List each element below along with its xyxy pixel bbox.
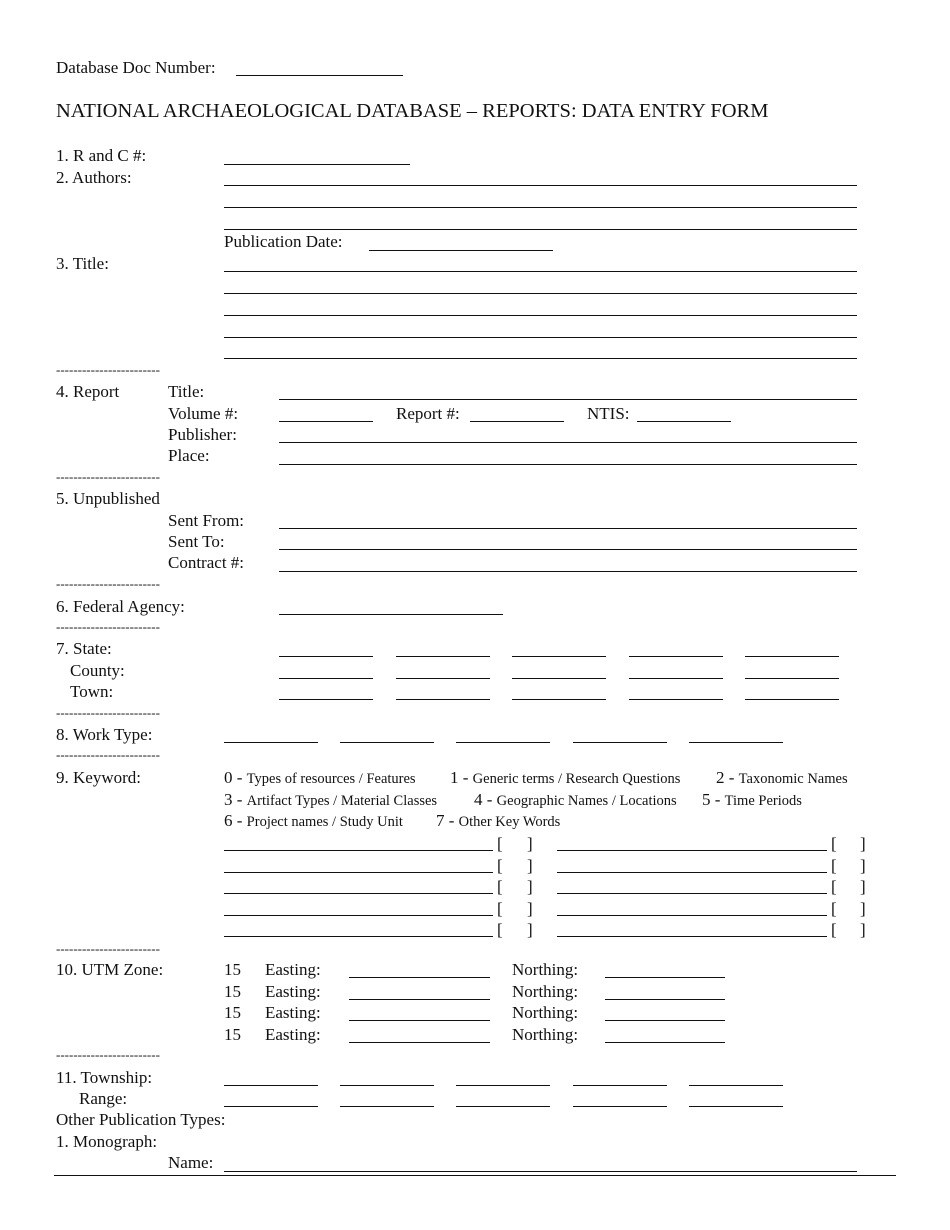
contract-field[interactable] (279, 571, 857, 572)
keyword-field-right[interactable] (557, 872, 827, 873)
monograph-label: 1. Monograph: (56, 1132, 158, 1151)
sent-to-label: Sent To: (168, 532, 225, 551)
volume-field[interactable] (279, 421, 373, 422)
northing-field[interactable] (605, 1042, 725, 1043)
separator: ------------------------ (56, 469, 160, 484)
work-type-field-5[interactable] (689, 742, 783, 743)
utm-zone-value: 15 (224, 960, 241, 979)
easting-label: Easting: (265, 981, 321, 1001)
state-field-2[interactable] (396, 656, 490, 657)
bracket-close: ] (860, 834, 866, 853)
work-type-field-4[interactable] (573, 742, 667, 743)
title-field-3[interactable] (224, 315, 857, 316)
rc-number-label: 1. R and C #: (56, 146, 147, 165)
work-type-field-1[interactable] (224, 742, 318, 743)
keyword-field-right[interactable] (557, 893, 827, 894)
report-number-label: Report #: (396, 404, 460, 423)
federal-agency-field[interactable] (279, 614, 503, 615)
bracket-close: ] (860, 920, 866, 939)
state-field-3[interactable] (512, 656, 606, 657)
northing-label: Northing: (512, 1003, 579, 1022)
ntis-label: NTIS: (587, 404, 630, 423)
township-field-2[interactable] (340, 1085, 434, 1086)
utm-zone-label: 10. UTM Zone: (56, 960, 164, 979)
state-field-5[interactable] (745, 656, 839, 657)
authors-field-1[interactable] (224, 185, 857, 186)
keyword-field-right[interactable] (557, 936, 827, 937)
state-label: 7. State: (56, 639, 112, 658)
northing-field[interactable] (605, 977, 725, 978)
other-publication-types-label: Other Publication Types: (56, 1110, 226, 1129)
work-type-field-3[interactable] (456, 742, 550, 743)
ntis-field[interactable] (637, 421, 731, 422)
township-field-5[interactable] (689, 1085, 783, 1086)
publisher-label: Publisher: (168, 425, 237, 444)
keyword-field-left[interactable] (224, 893, 493, 894)
range-field-4[interactable] (573, 1106, 667, 1107)
keyword-field-left[interactable] (224, 872, 493, 873)
easting-field[interactable] (349, 1020, 490, 1021)
town-label: Town: (70, 682, 114, 701)
keyword-code-6: 6 - Project names / Study Unit (224, 811, 403, 830)
easting-label: Easting: (265, 960, 321, 979)
title-field-2[interactable] (224, 293, 857, 294)
town-field-1[interactable] (279, 699, 373, 700)
bracket-open: [ (831, 855, 837, 875)
keyword-code-0: 0 - Types of resources / Features (224, 768, 416, 787)
separator: ------------------------ (56, 941, 160, 956)
town-field-2[interactable] (396, 699, 490, 700)
title-label: 3. Title: (56, 254, 109, 273)
bracket-close: ] (860, 855, 866, 875)
contract-label: Contract #: (168, 553, 245, 572)
state-field-4[interactable] (629, 656, 723, 657)
page-bottom-rule (54, 1175, 896, 1176)
bracket-close: ] (527, 898, 533, 918)
bracket-open: [ (831, 898, 837, 918)
federal-agency-label: 6. Federal Agency: (56, 597, 185, 616)
bracket-open: [ (497, 877, 503, 896)
title-field-1[interactable] (224, 271, 857, 272)
bracket-close: ] (527, 834, 533, 853)
bracket-open: [ (497, 855, 503, 875)
bracket-open: [ (497, 920, 503, 939)
separator: ------------------------ (56, 619, 160, 634)
range-field-1[interactable] (224, 1106, 318, 1107)
easting-field[interactable] (349, 977, 490, 978)
keyword-field-right[interactable] (557, 850, 827, 851)
monograph-name-field[interactable] (224, 1171, 857, 1172)
township-field-4[interactable] (573, 1085, 667, 1086)
separator: ------------------------ (56, 705, 160, 720)
bracket-close: ] (527, 855, 533, 875)
keyword-label: 9. Keyword: (56, 768, 141, 787)
work-type-label: 8. Work Type: (56, 725, 153, 744)
easting-field[interactable] (349, 1042, 490, 1043)
authors-field-3[interactable] (224, 229, 857, 230)
northing-label: Northing: (512, 960, 579, 979)
report-label: 4. Report (56, 382, 120, 401)
bracket-open: [ (831, 834, 837, 853)
authors-label: 2. Authors: (56, 168, 132, 187)
bracket-open: [ (831, 920, 837, 939)
utm-zone-value: 15 (224, 981, 241, 1001)
bracket-close: ] (527, 877, 533, 896)
county-field-4[interactable] (629, 678, 723, 679)
report-title-field[interactable] (279, 399, 857, 400)
range-field-2[interactable] (340, 1106, 434, 1107)
title-field-4[interactable] (224, 337, 857, 338)
title-field-5[interactable] (224, 358, 857, 359)
county-field-2[interactable] (396, 678, 490, 679)
separator: ------------------------ (56, 747, 160, 762)
place-field[interactable] (279, 464, 857, 465)
northing-field[interactable] (605, 999, 725, 1000)
town-field-3[interactable] (512, 699, 606, 700)
work-type-field-2[interactable] (340, 742, 434, 743)
separator: ------------------------ (56, 1047, 160, 1062)
township-label: 11. Township: (56, 1068, 153, 1087)
separator: ------------------------ (56, 362, 160, 377)
bracket-open: [ (497, 834, 503, 853)
town-field-4[interactable] (629, 699, 723, 700)
utm-zone-value: 15 (224, 1003, 241, 1022)
keyword-field-left[interactable] (224, 936, 493, 937)
authors-field-2[interactable] (224, 207, 857, 208)
keyword-code-7: 7 - Other Key Words (436, 811, 561, 830)
report-number-field[interactable] (470, 421, 564, 422)
county-field-3[interactable] (512, 678, 606, 679)
sent-to-field[interactable] (279, 549, 857, 550)
place-label: Place: (168, 446, 210, 465)
bracket-open: [ (831, 877, 837, 896)
keyword-code-4: 4 - Geographic Names / Locations (474, 790, 677, 809)
keyword-code-2: 2 - Taxonomic Names (716, 768, 848, 787)
county-label: County: (70, 661, 125, 680)
publication-date-label: Publication Date: (224, 232, 343, 251)
bracket-close: ] (527, 920, 533, 939)
keyword-field-left[interactable] (224, 850, 493, 851)
state-field-1[interactable] (279, 656, 373, 657)
northing-label: Northing: (512, 1024, 579, 1044)
rc-number-field[interactable] (224, 164, 410, 165)
town-field-5[interactable] (745, 699, 839, 700)
keyword-field-left[interactable] (224, 915, 493, 916)
easting-label: Easting: (265, 1024, 321, 1044)
range-field-5[interactable] (689, 1106, 783, 1107)
easting-label: Easting: (265, 1003, 321, 1022)
keyword-code-1: 1 - Generic terms / Research Questions (450, 768, 681, 787)
bracket-close: ] (860, 877, 866, 896)
publication-date-field[interactable] (369, 250, 553, 251)
doc-number-field[interactable] (236, 75, 403, 76)
county-field-1[interactable] (279, 678, 373, 679)
bracket-close: ] (860, 898, 866, 918)
keyword-code-5: 5 - Time Periods (702, 790, 802, 809)
keyword-field-right[interactable] (557, 915, 827, 916)
publisher-field[interactable] (279, 442, 857, 443)
northing-label: Northing: (512, 981, 579, 1001)
sent-from-field[interactable] (279, 528, 857, 529)
volume-label: Volume #: (168, 404, 239, 423)
northing-field[interactable] (605, 1020, 725, 1021)
form-title: NATIONAL ARCHAEOLOGICAL DATABASE – REPORTS: DATA ENTRY FORM (56, 100, 769, 122)
range-label: Range: (79, 1089, 128, 1108)
county-field-5[interactable] (745, 678, 839, 679)
keyword-code-3: 3 - Artifact Types / Material Classes (224, 790, 438, 809)
township-field-3[interactable] (456, 1085, 550, 1086)
bracket-open: [ (497, 898, 503, 918)
utm-zone-value: 15 (224, 1024, 241, 1044)
sent-from-label: Sent From: (168, 511, 245, 530)
report-title-label: Title: (168, 382, 205, 401)
unpublished-label: 5. Unpublished (56, 489, 160, 508)
range-field-3[interactable] (456, 1106, 550, 1107)
township-field-1[interactable] (224, 1085, 318, 1086)
easting-field[interactable] (349, 999, 490, 1000)
doc-number-label: Database Doc Number: (56, 58, 216, 77)
monograph-name-label: Name: (168, 1153, 214, 1172)
separator: ------------------------ (56, 576, 160, 591)
